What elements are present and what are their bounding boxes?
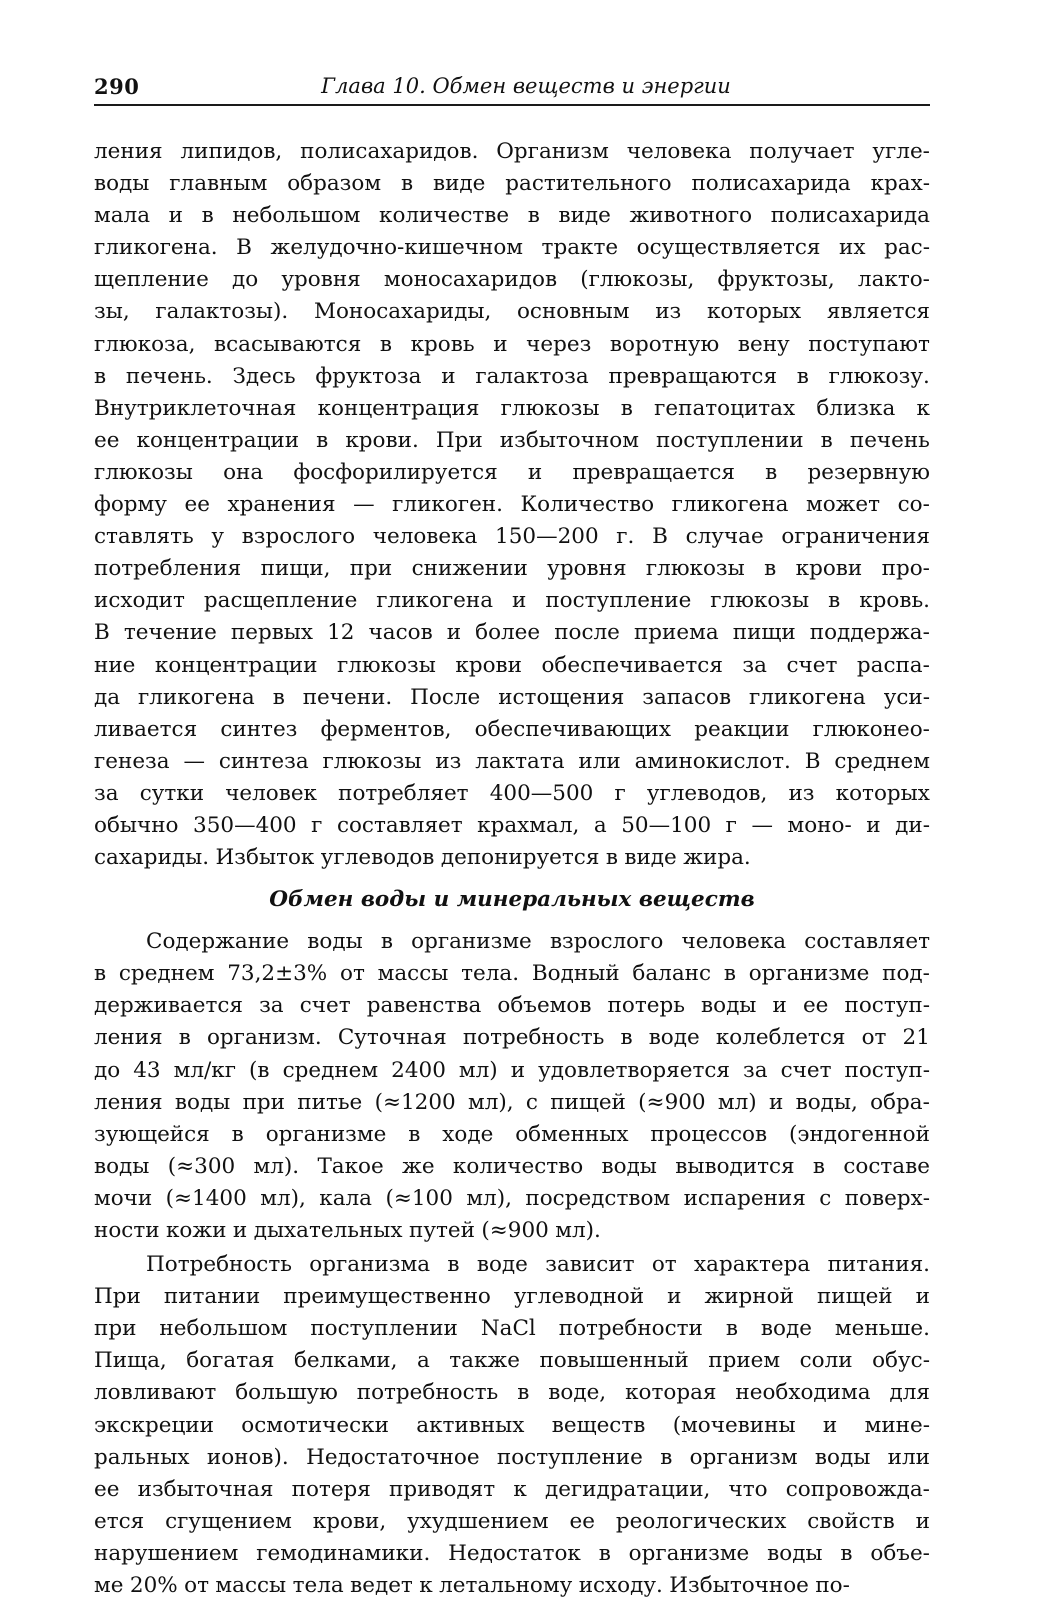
text-line: глюкоза, всасываются в кровь и через воротную вену поступают bbox=[94, 331, 930, 357]
paragraph-water-content bbox=[94, 926, 930, 1247]
text-line: щепление до уровня моносахаридов (глюкозы, фруктозы, лакто- bbox=[94, 267, 930, 293]
text-line: форму ее хранения — гликоген. Количество гликогена может со- bbox=[94, 492, 930, 518]
text-line: мала и в небольшом количестве в виде животного полисахарида bbox=[94, 203, 930, 229]
text-line: ставлять у взрослого человека 150—200 г. В случае ограничения bbox=[94, 524, 930, 550]
text-line: обычно 350—400 г составляет крахмал, а 50—100 г — моно- и ди- bbox=[94, 812, 930, 838]
text-line: сахариды. Избыток углеводов депонируется в виде жира. bbox=[94, 845, 751, 871]
text-line: Внутриклеточная концентрация глюкозы в гепатоцитах близка к bbox=[94, 395, 930, 421]
body-text bbox=[94, 136, 930, 1602]
text-line: ее избыточная потеря приводят к дегидратации, что сопровожда- bbox=[94, 1476, 930, 1502]
text-line: ется сгущением крови, ухудшением ее реологических свойств и bbox=[94, 1508, 930, 1534]
text-line: при небольшом поступлении NaCl потребности в воде меньше. bbox=[94, 1316, 930, 1342]
text-line: ме 20% от массы тела ведет к летальному исходу. Избыточное по- bbox=[94, 1573, 850, 1599]
text-line: генеза — синтеза глюкозы из лактата или аминокислот. В среднем bbox=[94, 748, 930, 774]
text-line: да гликогена в печени. После истощения запасов гликогена уси- bbox=[94, 684, 930, 710]
text-line: гликогена. В желудочно-кишечном тракте осуществляется их рас- bbox=[94, 235, 930, 261]
text-line: ее концентрации в крови. При избыточном поступлении в печень bbox=[94, 427, 930, 453]
text-line: ловливают большую потребность в воде, которая необходима для bbox=[94, 1380, 930, 1406]
page-header bbox=[94, 70, 930, 106]
text-line: Пища, богатая белками, а также повышенный прием соли обус- bbox=[94, 1348, 930, 1374]
text-line: воды главным образом в виде растительного полисахарида крах- bbox=[94, 171, 930, 197]
text-line: зующейся в организме в ходе обменных процессов (эндогенной bbox=[94, 1121, 930, 1147]
text-line: экскреции осмотически активных веществ (мочевины и мине- bbox=[94, 1412, 930, 1438]
text-line: воды (≈300 мл). Такое же количество воды выводится в составе bbox=[94, 1153, 930, 1179]
text-line: зы, галактозы). Моносахариды, основным из которых является bbox=[94, 299, 930, 325]
text-line: в среднем 73,2±3% от массы тела. Водный баланс в организме под- bbox=[94, 961, 930, 987]
text-line: Потребность организма в воде зависит от характера питания. bbox=[146, 1252, 930, 1278]
text-line: Содержание воды в организме взрослого человека составляет bbox=[146, 929, 930, 955]
text-line: исходит расщепление гликогена и поступление глюкозы в кровь. bbox=[94, 588, 930, 614]
text-line: ности кожи и дыхательных путей (≈900 мл). bbox=[94, 1218, 601, 1243]
text-line: В течение первых 12 часов и более после приема пищи поддержа- bbox=[94, 620, 930, 646]
text-line: При питании преимущественно углеводной и жирной пищей и bbox=[94, 1284, 930, 1310]
text-line: ливается синтез ферментов, обеспечивающих реакции глюконео- bbox=[94, 716, 930, 742]
text-line: ления в организм. Суточная потребность в воде колеблется от 21 bbox=[94, 1025, 930, 1051]
text-line: в печень. Здесь фруктоза и галактоза превращаются в глюкозу. bbox=[94, 363, 930, 389]
paragraph-carbohydrates bbox=[94, 136, 930, 874]
text-line: ления воды при питье (≈1200 мл), с пищей (≈900 мл) и воды, обра- bbox=[94, 1089, 930, 1115]
text-line: ральных ионов). Недостаточное поступление в организм воды или bbox=[94, 1444, 930, 1470]
text-line: ления липидов, полисахаридов. Организм человека получает угле- bbox=[94, 139, 930, 164]
text-line: мочи (≈1400 мл), кала (≈100 мл), посредством испарения с поверх- bbox=[94, 1185, 930, 1211]
page-number: 290 bbox=[94, 74, 140, 99]
text-line: держивается за счет равенства объемов потерь воды и ее поступ- bbox=[94, 993, 930, 1019]
text-line: за сутки человек потребляет 400—500 г углеводов, из которых bbox=[94, 780, 930, 806]
running-title: Глава 10. Обмен веществ и энергии bbox=[321, 74, 731, 98]
text-line: ние концентрации глюкозы крови обеспечивается за счет распа- bbox=[94, 652, 930, 678]
text-line: нарушением гемодинамики. Недостаток в организме воды в объе- bbox=[94, 1540, 930, 1566]
text-line: до 43 мл/кг (в среднем 2400 мл) и удовлетворяется за счет поступ- bbox=[94, 1057, 930, 1083]
section-heading: Обмен воды и минеральных веществ bbox=[269, 887, 755, 913]
text-line: глюкозы она фосфорилируется и превращается в резервную bbox=[94, 459, 930, 485]
paragraph-water-requirement bbox=[94, 1249, 930, 1602]
text-line: потребления пищи, при снижении уровня глюкозы в крови про- bbox=[94, 556, 930, 582]
